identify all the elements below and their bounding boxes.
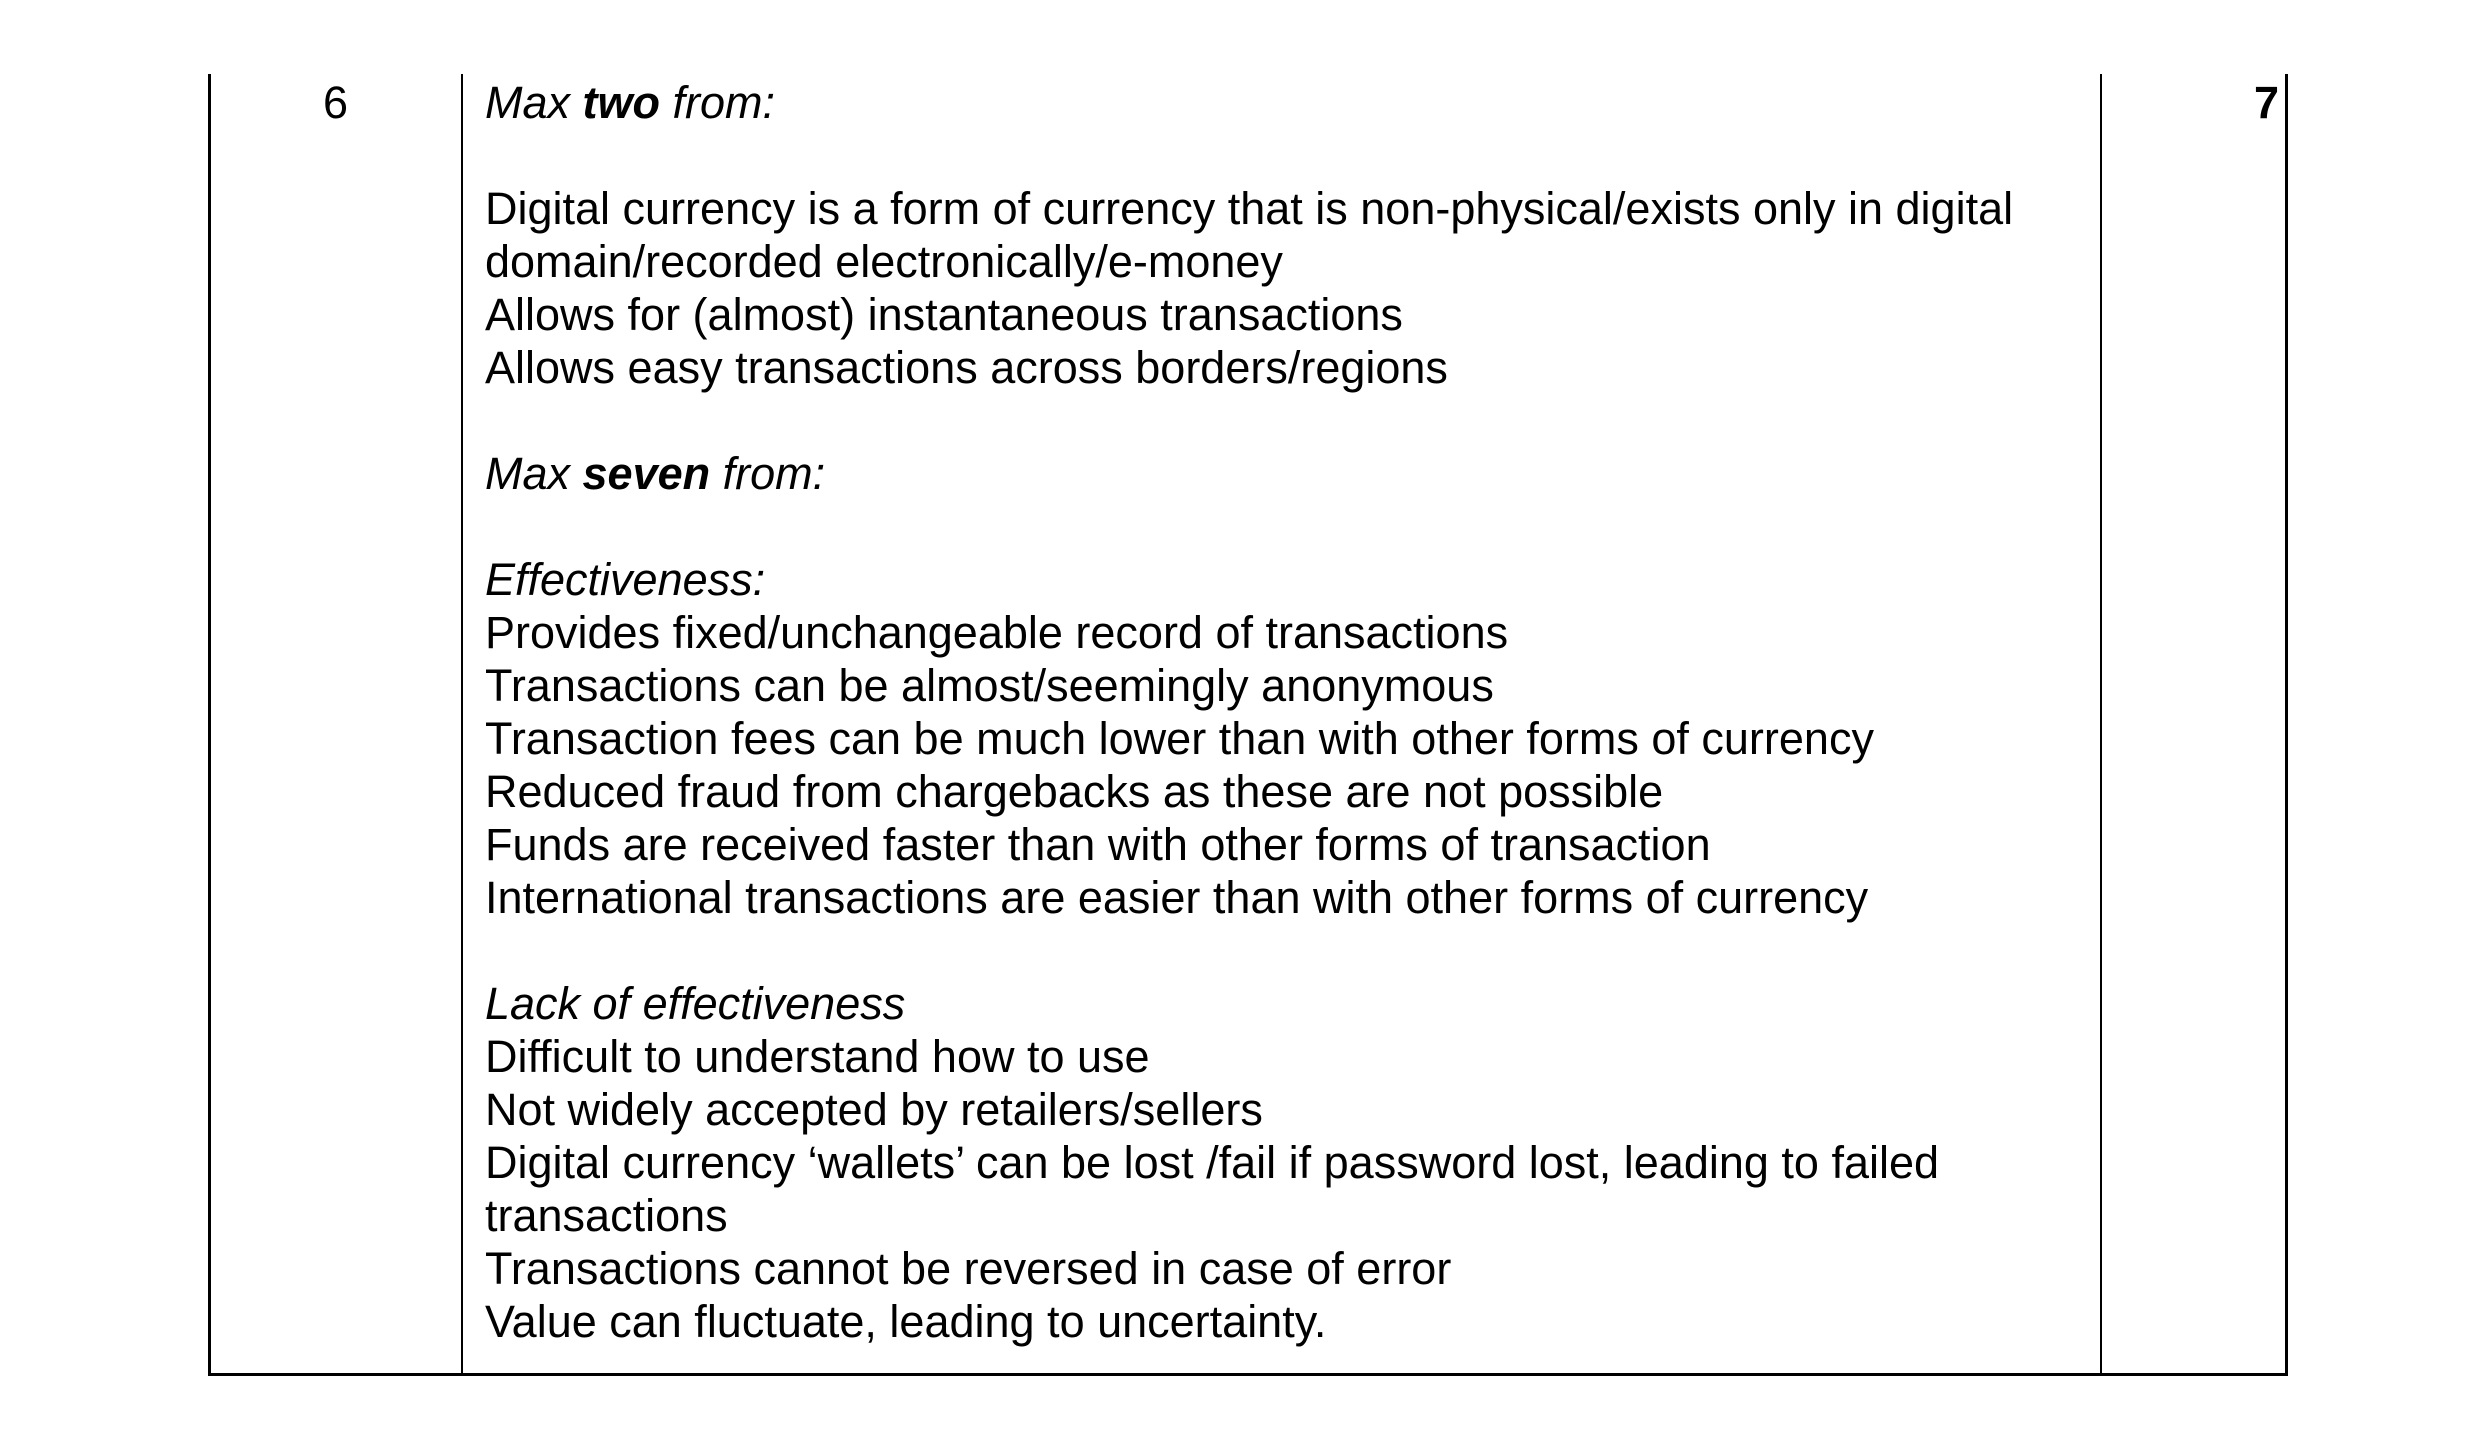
mark-scheme-table (208, 74, 2288, 1376)
lack-of-effectiveness-point: Transactions cannot be reversed in case of error (485, 1243, 1452, 1294)
definition-line: Allows for (almost) instantaneous transactions (485, 289, 1403, 340)
effectiveness-point: Transactions can be almost/seemingly anonymous (485, 660, 1494, 711)
definition-line: Allows easy transactions across borders/regions (485, 342, 1448, 393)
effectiveness-point: International transactions are easier than with other forms of currency (485, 872, 1869, 923)
lack-of-effectiveness-point: Difficult to understand how to use (485, 1031, 1150, 1082)
lack-of-effectiveness-point: Digital currency ‘wallets’ can be lost /fail if password lost, leading to failed (485, 1137, 1940, 1188)
effectiveness-heading: Effectiveness: (485, 554, 766, 605)
lack-of-effectiveness-point: Value can fluctuate, leading to uncertainty. (485, 1296, 1327, 1347)
max-seven-instruction: Max seven from: (485, 448, 826, 499)
lack-of-effectiveness-point: transactions (485, 1190, 728, 1241)
effectiveness-point: Transaction fees can be much lower than with other forms of currency (485, 713, 1874, 764)
max-two-instruction: Max two from: (485, 77, 776, 128)
lack-of-effectiveness-heading: Lack of effectiveness (485, 978, 906, 1029)
definition-line: Digital currency is a form of currency that is non-physical/exists only in digital (485, 183, 2014, 234)
question-number: 6 (323, 77, 349, 128)
lack-of-effectiveness-point: Not widely accepted by retailers/sellers (485, 1084, 1263, 1135)
marks-total: 7 (2253, 77, 2279, 128)
column-divider (461, 74, 463, 1373)
effectiveness-point: Provides fixed/unchangeable record of transactions (485, 607, 1509, 658)
answer-cell (485, 76, 2085, 1348)
definition-line: domain/recorded electronically/e-money (485, 236, 1283, 287)
effectiveness-point: Funds are received faster than with other forms of transaction (485, 819, 1711, 870)
column-divider (2100, 74, 2102, 1373)
effectiveness-point: Reduced fraud from chargebacks as these are not possible (485, 766, 1664, 817)
